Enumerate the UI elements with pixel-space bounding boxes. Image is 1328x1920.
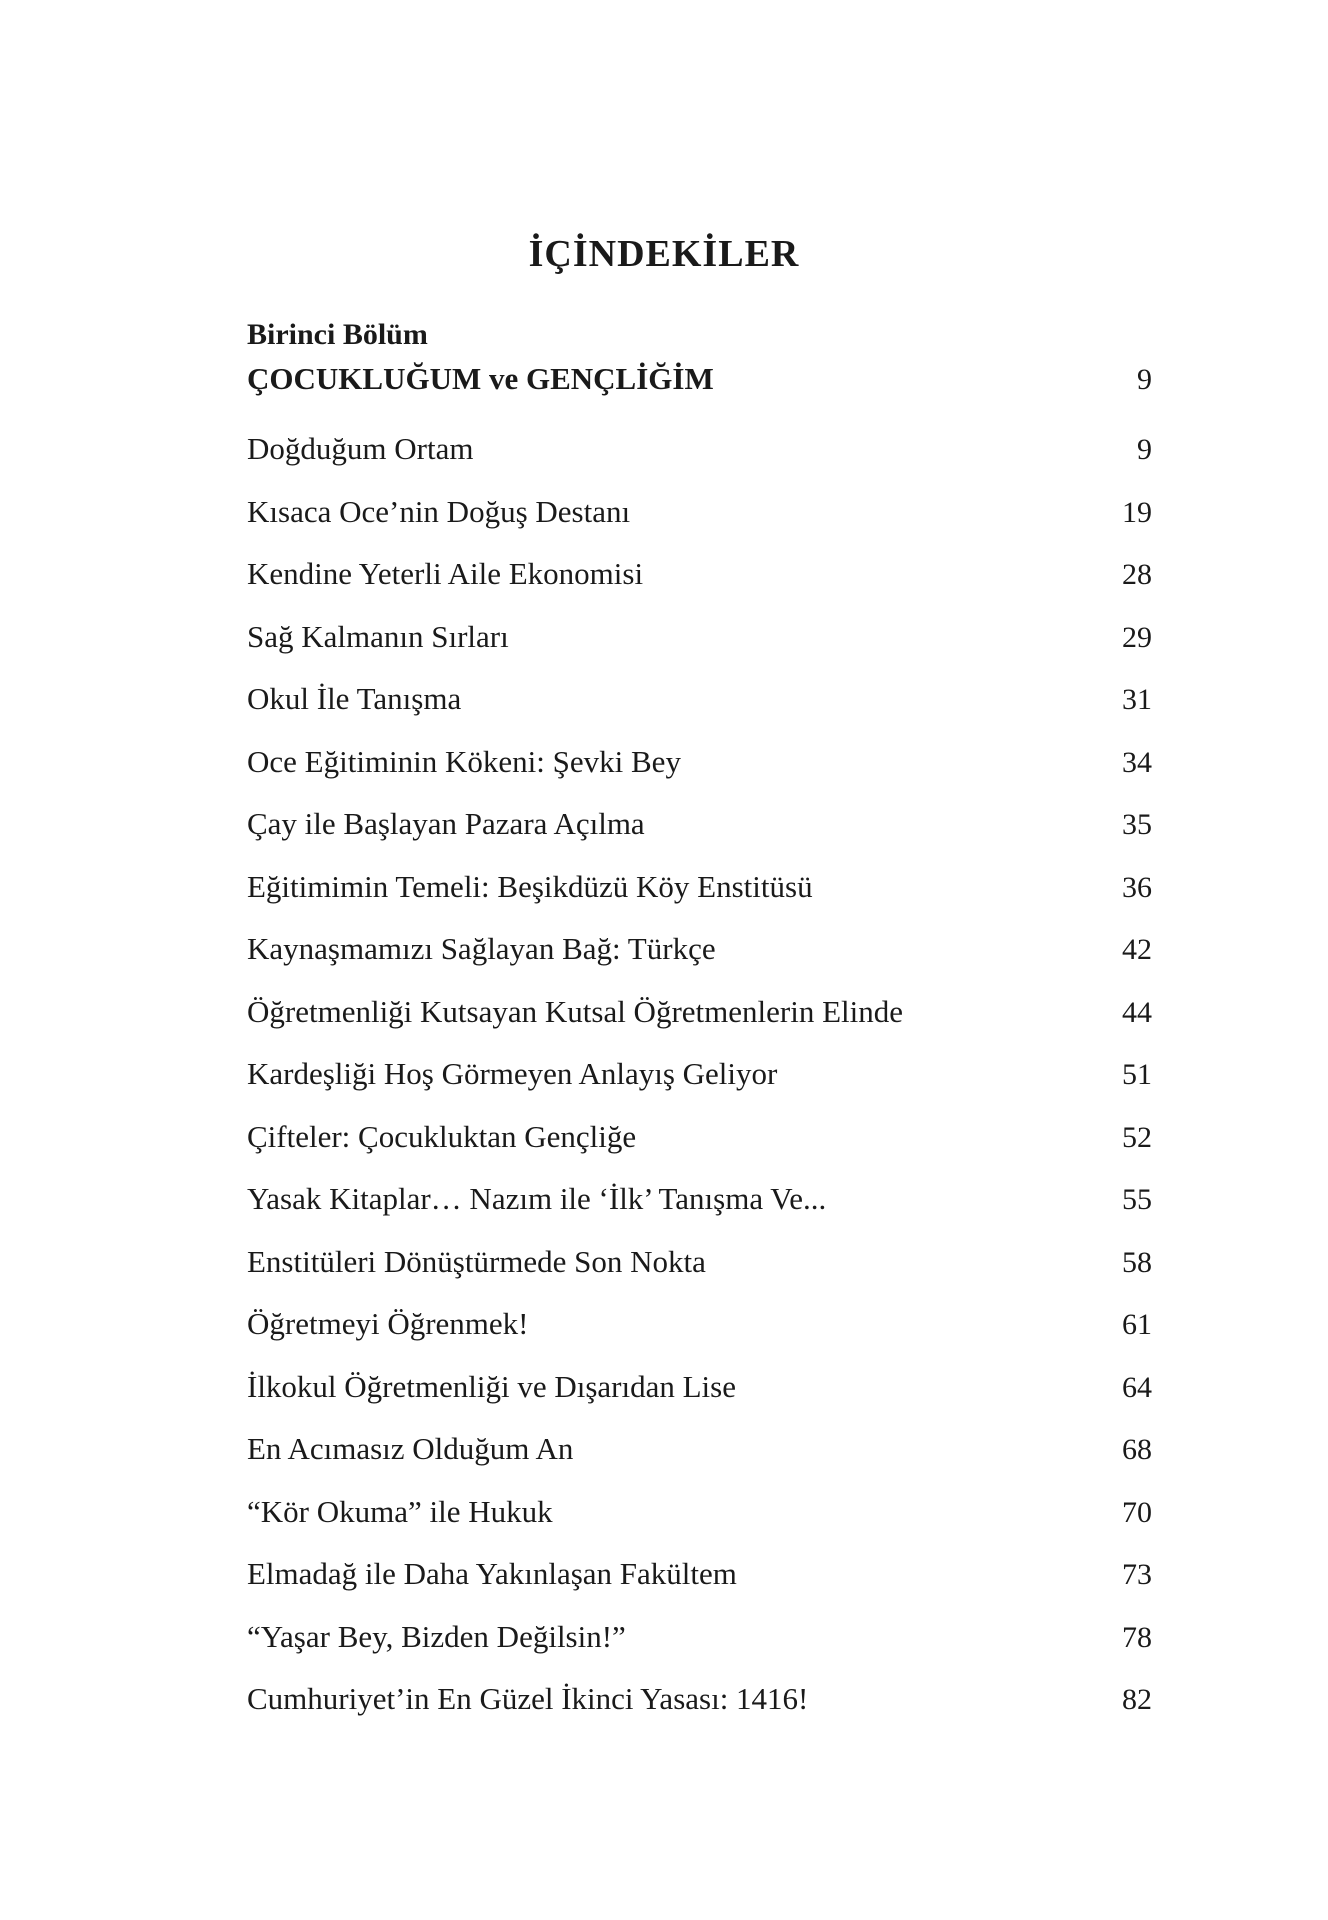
toc-entry-page: 52 — [1122, 1120, 1152, 1154]
toc-entry — [247, 1543, 1152, 1606]
toc-entry-page: 9 — [1137, 433, 1152, 466]
section-title: ÇOCUKLUĞUM ve GENÇLİĞİM — [247, 361, 714, 396]
toc-entry-title: Kaynaşmamızı Sağlayan Bağ: Türkçe — [247, 931, 716, 966]
toc-entry-page: 36 — [1122, 870, 1152, 904]
toc-entry — [247, 1168, 1152, 1231]
section-title-row — [247, 355, 1152, 404]
toc-entry-page: 58 — [1122, 1245, 1152, 1279]
toc-entry-title: Kendine Yeterli Aile Ekonomisi — [247, 556, 644, 591]
toc-entry-page: 44 — [1122, 995, 1152, 1029]
toc-entry-title: Enstitüleri Dönüştürmede Son Nokta — [247, 1243, 706, 1279]
toc-entry — [247, 1418, 1152, 1481]
toc-entry-title: “Yaşar Bey, Bizden Değilsin!” — [247, 1618, 626, 1654]
toc-entry — [247, 1481, 1152, 1544]
toc-entry-page: 68 — [1122, 1433, 1152, 1466]
toc-entry-page: 19 — [1122, 495, 1152, 529]
toc-entry-title: Çifteler: Çocukluktan Gençliğe — [247, 1118, 637, 1154]
toc-entry-page: 35 — [1122, 808, 1152, 841]
part-label: Birinci Bölüm — [247, 318, 428, 351]
toc-entry — [247, 1106, 1152, 1169]
toc-entry — [247, 543, 1152, 606]
section-page-number: 9 — [1137, 363, 1152, 396]
toc-entry — [247, 1356, 1152, 1419]
toc-entry — [247, 981, 1152, 1044]
toc-entry-page: 55 — [1122, 1183, 1152, 1216]
toc-entry-page: 51 — [1122, 1058, 1152, 1091]
toc-entry-title: Doğduğum Ortam — [247, 431, 474, 466]
toc-entry — [247, 481, 1152, 544]
toc-entry-page: 78 — [1122, 1620, 1152, 1654]
section-header — [247, 315, 1152, 404]
toc-entry — [247, 856, 1152, 919]
toc-entry-title: Okul İle Tanışma — [247, 681, 462, 716]
toc-entry-title: Sağ Kalmanın Sırları — [247, 618, 509, 654]
toc-entry-title: En Acımasız Olduğum An — [247, 1431, 574, 1466]
toc-entry-list — [247, 418, 1152, 1731]
toc-entry-title: “Kör Okuma” ile Hukuk — [247, 1493, 553, 1529]
toc-entry-title: Yasak Kitaplar… Nazım ile ‘İlk’ Tanışma Ve... — [247, 1181, 827, 1216]
toc-entry — [247, 793, 1152, 856]
toc-entry — [247, 731, 1152, 794]
toc-entry-page: 82 — [1122, 1683, 1152, 1716]
toc-entry — [247, 418, 1152, 481]
toc-entry — [247, 1043, 1152, 1106]
toc-entry-page: 28 — [1122, 558, 1152, 591]
toc-entry-title: Öğretmenliği Kutsayan Kutsal Öğretmenlerin Elinde — [247, 993, 903, 1029]
toc-entry-title: Öğretmeyi Öğrenmek! — [247, 1306, 529, 1341]
toc-entry-page: 29 — [1122, 620, 1152, 654]
toc-entry — [247, 918, 1152, 981]
toc-entry — [247, 1606, 1152, 1669]
toc-entry-title: Kardeşliği Hoş Görmeyen Anlayış Geliyor — [247, 1056, 778, 1091]
toc-entry-page: 34 — [1122, 745, 1152, 779]
toc-entry-page: 31 — [1122, 683, 1152, 716]
toc-entry-title: Elmadağ ile Daha Yakınlaşan Fakültem — [247, 1556, 737, 1591]
toc-entry-page: 64 — [1122, 1370, 1152, 1404]
toc-entry — [247, 1668, 1152, 1731]
toc-entry — [247, 668, 1152, 731]
toc-entry-page: 70 — [1122, 1495, 1152, 1529]
toc-entry-title: İlkokul Öğretmenliği ve Dışarıdan Lise — [247, 1368, 736, 1404]
toc-entry-title: Kısaca Oce’nin Doğuş Destanı — [247, 493, 631, 529]
toc-entry-page: 73 — [1122, 1558, 1152, 1591]
toc-entry-title: Çay ile Başlayan Pazara Açılma — [247, 806, 645, 841]
toc-title: İÇİNDEKİLER — [528, 233, 800, 275]
toc-entry-title: Oce Eğitiminin Kökeni: Şevki Bey — [247, 743, 681, 779]
toc-entry — [247, 606, 1152, 669]
toc-entry-page: 61 — [1122, 1308, 1152, 1341]
toc-entry-title: Cumhuriyet’in En Güzel İkinci Yasası: 1416! — [247, 1681, 809, 1716]
toc-entry-title: Eğitimimin Temeli: Beşikdüzü Köy Enstitüsü — [247, 868, 813, 904]
toc-entry — [247, 1231, 1152, 1294]
toc-entry — [247, 1293, 1152, 1356]
toc-entry-page: 42 — [1122, 933, 1152, 966]
